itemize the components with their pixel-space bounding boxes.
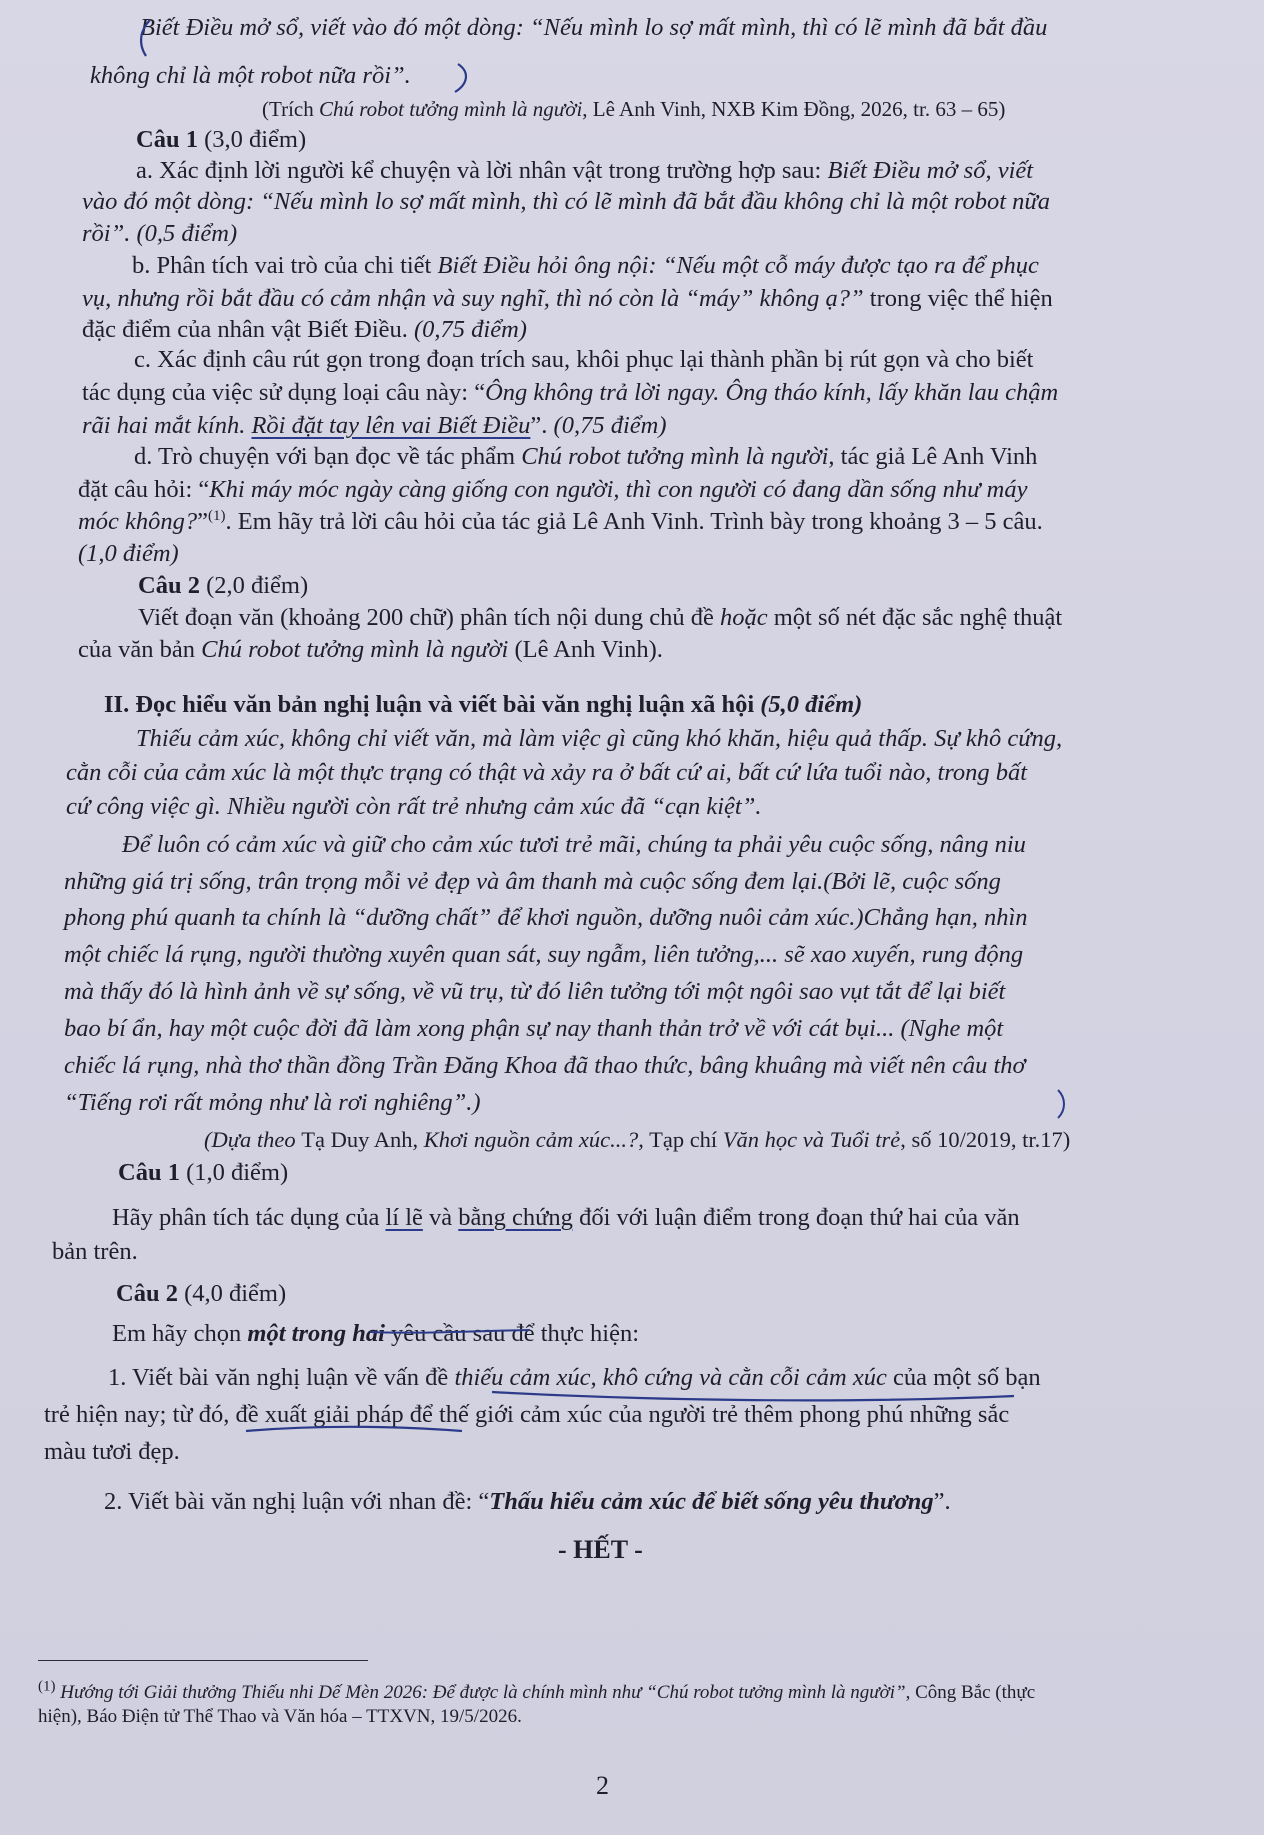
question-heading: Câu 2 (2,0 điểm) [138, 572, 309, 599]
passage-source: (Trích Chú robot tưởng mình là người, Lê Anh Vinh, NXB Kim Đồng, 2026, tr. 63 – 65) [262, 97, 1006, 121]
section-heading: II. Đọc hiểu văn bản nghị luận và viết bài văn nghị luận xã hội (5,0 điểm) [104, 691, 863, 718]
essay-source: (Dựa theo Tạ Duy Anh, Khơi nguồn cảm xúc...?, Tạp chí Văn học và Tuổi trẻ, số 10/2019, tr.17) [204, 1127, 1071, 1152]
question-1d-line: móc không?”$^{(1)}$. Em hãy trả lời câu hỏi của tác giả Lê Anh Vinh. Trình bày trong khoảng 3 – 5 câu. [78, 507, 1043, 535]
footnote: $^{(1)}$ Hướng tới Giải thưởng Thiếu nhi Dế Mèn 2026: Để được là chính mình như “Chú robot tưởng mình là người”, Công Bắc (thực [38, 1678, 1036, 1703]
underline-li-le: lí lẽ [385, 1204, 423, 1231]
question-1d-line: đặt câu hỏi: “Khi máy móc ngày càng giống con người, thì con người có đang dần sống như máy [78, 476, 1028, 503]
footnote-ref: (1) [207, 507, 226, 524]
question-1d-line: (1,0 điểm) [78, 540, 179, 567]
question-1b: b. Phân tích vai trò của chi tiết Biết Điều hỏi ông nội: “Nếu một cỗ máy được tạo ra để phục [132, 252, 1039, 279]
essay-line: “Tiếng rơi rất mỏng như là rơi nghiêng”.) [64, 1089, 481, 1116]
passage-line: Biết Điều mở sổ, viết vào đó một dòng: “Nếu mình lo sợ mất mình, thì có lẽ mình đã bắt đầu [140, 14, 1048, 41]
essay-line: Để luôn có cảm xúc và giữ cho cảm xúc tươi trẻ mãi, chúng ta phải yêu cuộc sống, nâng niu [122, 831, 1026, 858]
pen-bracket-close [455, 64, 466, 92]
question-heading: Câu 1 (3,0 điểm) [136, 126, 307, 153]
section2-question-1-line: bản trên. [52, 1238, 138, 1265]
question-1c-line: rãi hai mắt kính. Rồi đặt tay lên vai Biết Điều”. (0,75 điểm) [82, 412, 667, 439]
question-heading: Câu 2 (4,0 điểm) [116, 1280, 287, 1307]
essay-line: bao bí ẩn, hay một cuộc đời đã làm xong phận sự nay thanh thản trở về với cát bụi... (Nghe một [64, 1015, 1004, 1042]
section2-question-1: Hãy phân tích tác dụng của lí lẽ và bằng chứng đối với luận điểm trong đoạn thứ hai của văn [112, 1204, 1020, 1231]
essay-line: phong phú quanh ta chính là “dưỡng chất” để khơi nguồn, dưỡng nuôi cảm xúc.)Chẳng hạn, nhìn [64, 904, 1028, 931]
underline-bang-chung: bằng chứng [458, 1204, 573, 1231]
essay-line: chiếc lá rụng, nhà thơ thần đồng Trần Đăng Khoa đã thao thức, bâng khuâng mà viết nên câu thơ [64, 1052, 1026, 1079]
question-2: Viết đoạn văn (khoảng 200 chữ) phân tích nội dung chủ đề hoặc một số nét đặc sắc nghệ thuật [138, 604, 1063, 631]
page-number: 2 [596, 1771, 609, 1800]
essay-line: mà thấy đó là hình ảnh về sự sống, về vũ trụ, từ đó liên tưởng tới một ngôi sao vụt tắt để lại biết [64, 978, 1006, 1005]
section2-option-1-line: màu tươi đẹp. [44, 1438, 180, 1465]
question-1c: c. Xác định câu rút gọn trong đoạn trích sau, khôi phục lại thành phần bị rút gọn và cho biết [134, 346, 1034, 373]
section2-option-2: 2. Viết bài văn nghị luận với nhan đề: “Thấu hiểu cảm xúc để biết sống yêu thương”. [104, 1488, 951, 1515]
question-1a: a. Xác định lời người kể chuyện và lời nhân vật trong trường hợp sau: Biết Điều mở sổ, viết [136, 157, 1034, 184]
essay-line: một chiếc lá rụng, người thường xuyên quan sát, suy ngẫm, liên tưởng,... sẽ xao xuyến, rung động [64, 941, 1024, 968]
section2-option-1: 1. Viết bài văn nghị luận về vấn đề thiếu cảm xúc, khô cứng và cằn cỗi cảm xúc của một số bạn [108, 1364, 1041, 1391]
passage-line: không chỉ là một robot nữa rồi”. [90, 62, 411, 89]
footnote-line: hiện), Báo Điện tử Thể Thao và Văn hóa – TTXVN, 19/5/2026. [38, 1706, 522, 1727]
footnote-divider [38, 1660, 368, 1661]
section2-option-1-line: trẻ hiện nay; từ đó, đề xuất giải pháp để thế giới cảm xúc của người trẻ thêm phong phú những sắc [44, 1401, 1010, 1428]
question-1a-line: vào đó một dòng: “Nếu mình lo sợ mất mình, thì có lẽ mình đã bắt đầu không chỉ là một robot nữa [82, 188, 1051, 215]
essay-line: Thiếu cảm xúc, không chỉ viết văn, mà làm việc gì cũng khó khăn, hiệu quả thấp. Sự khô cứng, [136, 725, 1063, 752]
question-1c-line: tác dụng của việc sử dụng loại câu này: “Ông không trả lời ngay. Ông tháo kính, lấy khăn lau chậm [82, 379, 1059, 406]
question-1a-line: rồi”. (0,5 điểm) [82, 220, 238, 247]
essay-line: cứ công việc gì. Nhiều người còn rất trẻ nhưng cảm xúc đã “cạn kiệt”. [66, 793, 762, 820]
question-1d: d. Trò chuyện với bạn đọc về tác phẩm Chú robot tưởng mình là người, tác giả Lê Anh Vinh [134, 443, 1038, 470]
question-heading: Câu 1 (1,0 điểm) [118, 1159, 289, 1186]
question-1b-line: đặc điểm của nhân vật Biết Điều. (0,75 điểm) [82, 316, 527, 343]
essay-line: cằn cỗi của cảm xúc là một thực trạng có thật và xảy ra ở bất cứ ai, bất cứ lứa tuổi nào, trong bất [66, 759, 1028, 786]
section2-question-2-intro: Em hãy chọn một trong hai yêu cầu sau để thực hiện: [112, 1320, 640, 1347]
question-2-line: của văn bản Chú robot tưởng mình là người (Lê Anh Vinh). [78, 636, 663, 663]
end-mark: - HẾT - [558, 1535, 643, 1564]
pen-bracket-paren [1058, 1090, 1064, 1118]
essay-line: những giá trị sống, trân trọng mỗi vẻ đẹp và âm thanh mà cuộc sống đem lại.(Bởi lẽ, cuộc sống [64, 868, 1001, 895]
question-1b-line: vụ, nhưng rồi bắt đầu có cảm nhận và suy nghĩ, thì nó còn là “máy” không ạ?” trong việc thể hiện [82, 285, 1053, 312]
